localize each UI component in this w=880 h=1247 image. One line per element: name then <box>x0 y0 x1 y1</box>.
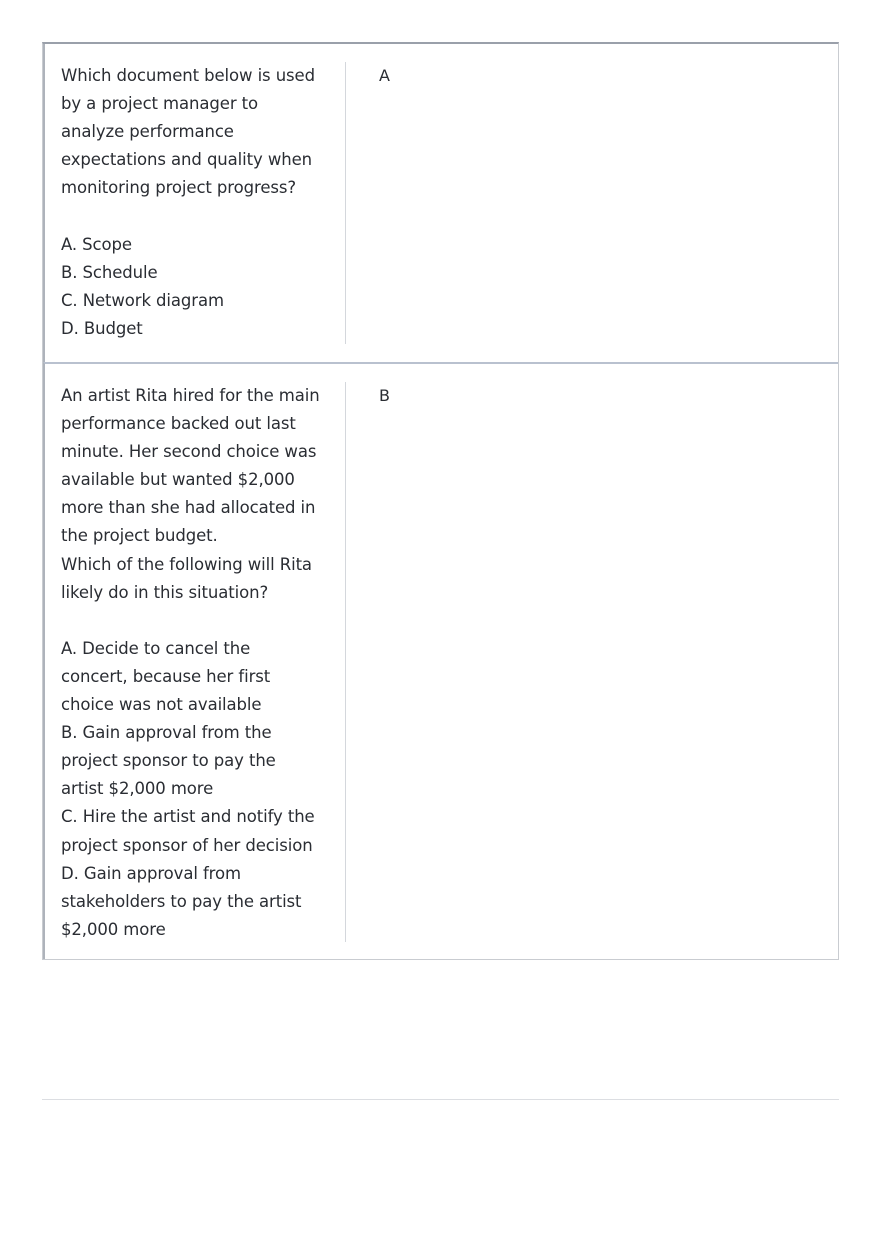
question-line: monitoring project progress? <box>61 178 297 198</box>
spacer <box>61 202 345 230</box>
question-line: more than she had allocated in <box>61 498 316 518</box>
option-line: project sponsor of her decision <box>61 835 313 855</box>
card-answer: A <box>379 66 390 85</box>
question-line: Which document below is used <box>61 66 315 85</box>
question-line: the project budget. <box>61 526 218 546</box>
card-answer: B <box>379 386 390 405</box>
option-line: A. Scope <box>61 234 132 254</box>
flashcard <box>43 44 838 362</box>
option-line: D. Gain approval from <box>61 863 241 883</box>
flashcard <box>43 362 838 959</box>
question-line: available but wanted $2,000 <box>61 470 295 490</box>
footer-divider <box>42 1099 839 1100</box>
option-line: D. Budget <box>61 318 143 338</box>
option-line: concert, because her first <box>61 666 271 686</box>
option-line: stakeholders to pay the artist <box>61 891 302 911</box>
card-term <box>45 364 345 959</box>
option-line: A. Decide to cancel the <box>61 638 251 658</box>
option-line: project sponsor to pay the <box>61 751 276 771</box>
option-line: $2,000 more <box>61 919 166 939</box>
card-term <box>45 44 345 362</box>
option-line: artist $2,000 more <box>61 779 214 799</box>
spacer <box>61 607 345 635</box>
question-line: performance backed out last <box>61 414 296 434</box>
flashcard-list <box>42 42 839 960</box>
card-divider <box>345 62 346 344</box>
question-line: minute. Her second choice was <box>61 442 317 462</box>
card-divider <box>345 382 346 942</box>
option-line: B. Gain approval from the <box>61 723 272 743</box>
option-line: C. Hire the artist and notify the <box>61 807 315 827</box>
question-line: likely do in this situation? <box>61 582 269 602</box>
question-line: by a project manager to <box>61 94 259 114</box>
option-line: C. Network diagram <box>61 290 224 310</box>
question-line: Which of the following will Rita <box>61 554 312 574</box>
question-line: An artist Rita hired for the main <box>61 386 320 405</box>
option-line: B. Schedule <box>61 262 158 282</box>
question-line: analyze performance <box>61 122 234 142</box>
question-line: expectations and quality when <box>61 150 312 170</box>
option-line: choice was not available <box>61 695 262 715</box>
